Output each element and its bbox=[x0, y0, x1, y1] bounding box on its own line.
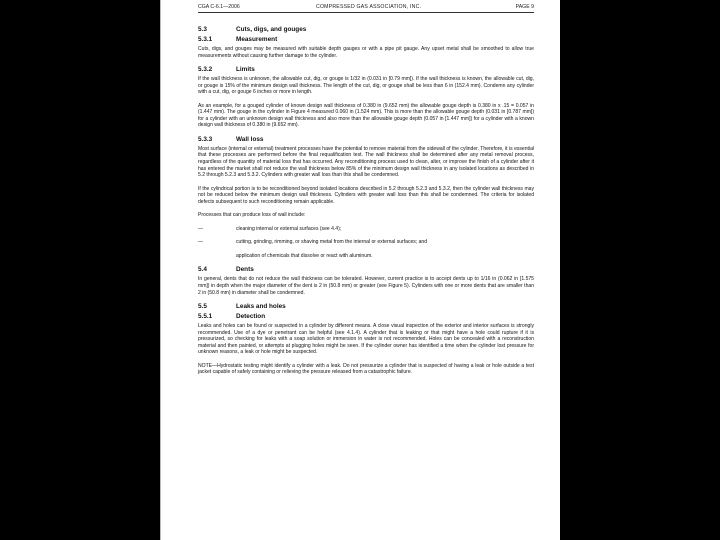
page-content bbox=[198, 26, 534, 376]
section-heading-5-4: 5.4 Dents bbox=[198, 266, 254, 274]
list-dash bbox=[198, 253, 236, 260]
paragraph-dents: In general, dents that do not reduce the wall thickness can be tolerated. However, current practice is to accept dents up to 1/16 in (0.062 in [1.575 mm]) in depth when the major diameter of the dent is 2 in (50.8 mm) or greater (see Figure 5). Cylinders with one or more dents that are smaller than 2 in (50.8 mm) in diameter shall be condemned. bbox=[198, 276, 534, 296]
list-dash: — bbox=[198, 225, 204, 232]
list-item: application of chemicals that dissolve or react with aluminum. bbox=[198, 253, 534, 260]
paragraph-detection: Leaks and holes can be found or suspected in a cylinder by different means. A close visual inspection of the exterior and interior surfaces is strongly recommended. Use of a dye or penetrant can be helpful (see 4.1.4). A cylinder that is leaking or that might have a hole could rupture if it is pressurized, so checking for leaks with a soap solution or immersion in water is not recommended. Holes can be concealed with a reconstruction material and then painted, or attempts at plugging holes might be seen. If the cylinder owner has identified a time when the cylinder lost pressure for unknown reasons, a leak or hole might be suspected. bbox=[198, 323, 534, 356]
header-page-number: PAGE 9 bbox=[515, 4, 534, 10]
document-page bbox=[160, 0, 560, 540]
section-heading-5-3-3: 5.3.3 Wall loss bbox=[198, 135, 264, 143]
header-doc-id: CGA C-6.1—2006 bbox=[198, 4, 240, 10]
list-dash: — bbox=[198, 239, 204, 246]
section-heading-5-5: 5.5 Leaks and holes bbox=[198, 303, 286, 311]
page-edge bbox=[160, 0, 161, 540]
paragraph-wall-loss-reconditioning: If the cylindrical portion is to be reconditioned beyond isolated locations described in 5.2 through 5.2.3 and 5.3.2, then the cylinder wall thickness may not be reduced below the minimum design wall thickness. Cylinders with greater wall loss than this shall be condemned. The criteria for isolated defects subsequent to such reconditioning remain applicable. bbox=[198, 185, 534, 205]
section-heading-5-5-1: 5.5.1 Detection bbox=[198, 313, 266, 321]
list-item: — cleaning internal or external surfaces (see 4.4); bbox=[198, 225, 342, 232]
paragraph-limits-example: As an example, for a gouged cylinder of known design wall thickness of 0.380 in (9.652 mm) the allowable gouge depth is 0.380 in x .15 = 0.057 in (1.447 mm). The gouge in the cylinder in Figure 4 measured 0.060 in (1.524 mm). This is more than the allowable gouge depth (0.031 in [0.787 mm]) for a cylinder with an unknown design wall thickness and also more than the allowable gouge depth (0.057 in [1.447 mm]) for a cylinder with a known design wall thickness of 0.380 in (9.652 mm). bbox=[198, 102, 534, 129]
section-heading-5-3-1: 5.3.1 Measurement bbox=[198, 36, 278, 43]
note-hydrostatic-testing: NOTE—Hydrostatic testing might identify a cylinder with a leak. Do not pressurize a cylinder that is suspected of having a leak or hole outside a test jacket capable of safely containing or relieving the pressure released from a catastrophic failure. bbox=[198, 362, 534, 376]
section-heading-5-3-2: 5.3.2 Limits bbox=[198, 66, 255, 74]
list-item: — cutting, grinding, rimming, or shaving metal from the internal or external surfaces; and bbox=[198, 239, 428, 246]
paragraph-wall-loss-processes: Processes that can produce loss of wall include: bbox=[198, 212, 306, 219]
paragraph-limits: If the wall thickness is unknown, the allowable cut, dig, or gouge is 1/32 in (0.031 in [0.79 mm]). If the wall thickness is known, the allowable cut, dig, or gouge is 15% of the minimum design wall thickness. The length of the cut, dig, or gouge shall be less than 6 in (152.4 mm). Condemn any cylinder with a cut, dig, or gouge 6 inches or more in length. bbox=[198, 76, 534, 96]
section-heading-5-3: 5.3 Cuts, digs, and gouges bbox=[198, 26, 307, 33]
header-publisher: COMPRESSED GAS ASSOCIATION, INC. bbox=[316, 4, 422, 10]
paragraph-wall-loss: Most surface (internal or external) treatment processes have the potential to remove material from the sidewall of the cylinder. Therefore, it is essential that these processes are performed before the final requalification test. The wall thickness shall be determined after any metal removal process, regardless of the quantity of material loss that has occurred. Any reconditioning process used to clean, alter, or improve the finish of a cylinder after it has entered the market shall not reduce the wall thickness below 85% of the minimum design wall thickness in any isolated locations as described in 5.2 through 5.2.3 and 5.3.2. Cylinders with greater wall loss than this shall be condemned. bbox=[198, 145, 534, 179]
running-header bbox=[198, 3, 534, 13]
paragraph-measurement: Cuts, digs, and gouges may be measured with suitable depth gauges or with a pipe pit gauge. Any upset metal shall be smoothed to allow true measurements without causing further damage to the cylinder. bbox=[198, 46, 534, 59]
